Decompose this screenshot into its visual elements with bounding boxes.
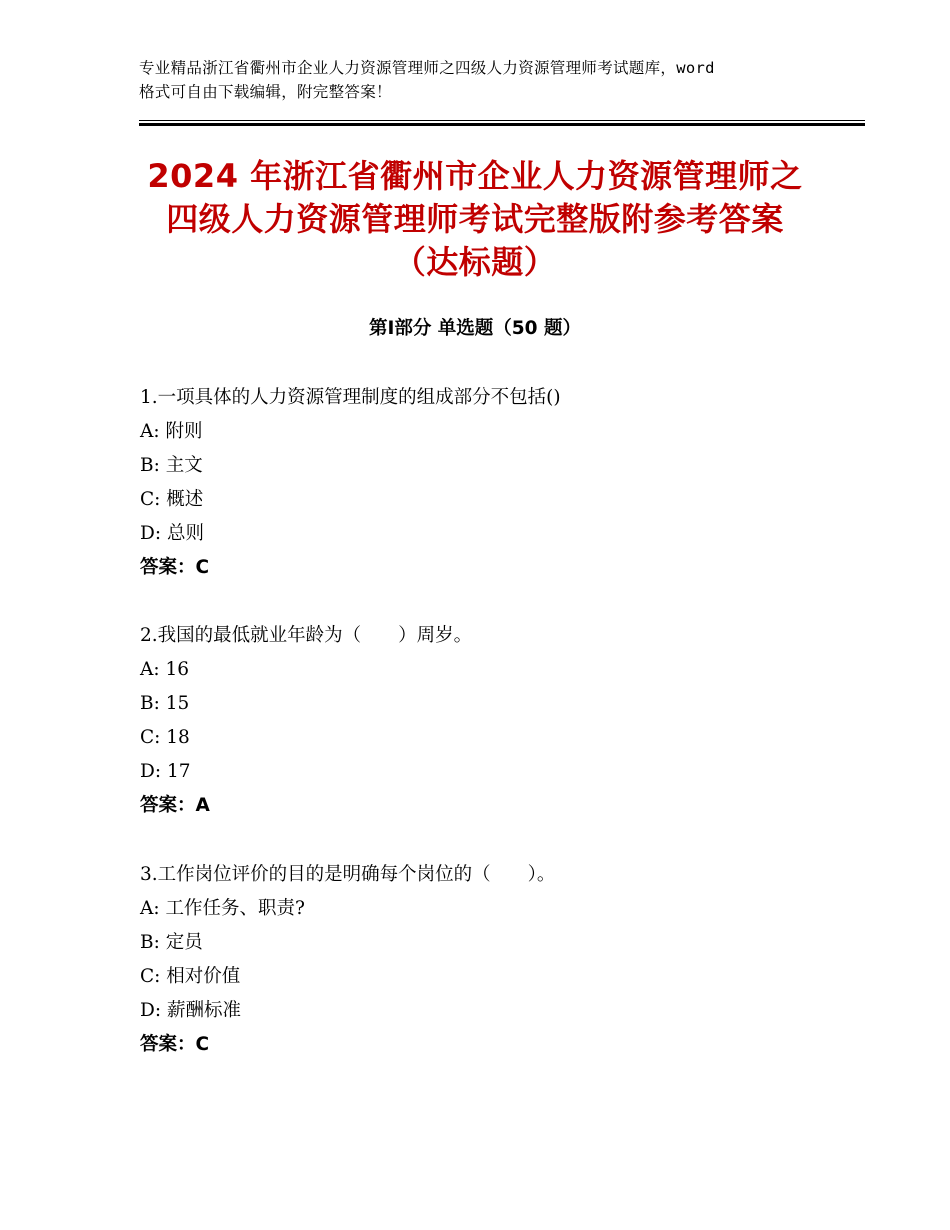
answer-line: 答案：C [140, 1034, 210, 1055]
section-heading: 第Ⅰ部分 单选题（50 题） [368, 318, 581, 339]
document-title-line-3: （达标题） [393, 243, 557, 281]
document-title-line-2: 四级人力资源管理师考试完整版附参考答案 [166, 200, 784, 238]
document-title [80, 155, 870, 284]
option-c: C: 18 [140, 727, 190, 748]
document-title-line-1: 2024 年浙江省衢州市企业人力资源管理师之 [147, 157, 803, 195]
option-d: D: 总则 [140, 523, 204, 544]
option-c: C: 概述 [140, 489, 204, 510]
option-b: B: 主文 [140, 455, 203, 476]
option-a: A: 附则 [140, 421, 203, 442]
question-stem: 2.我国的最低就业年龄为（ ）周岁。 [140, 625, 473, 646]
option-a: A: 工作任务、职责? [140, 898, 305, 919]
option-a: A: 16 [140, 659, 190, 680]
question-2 [140, 619, 860, 823]
option-b: B: 定员 [140, 932, 203, 953]
question-1 [140, 381, 860, 585]
question-stem: 1.一项具体的人力资源管理制度的组成部分不包括() [140, 387, 561, 408]
option-d: D: 薪酬标准 [140, 1000, 241, 1021]
header-divider [139, 120, 865, 126]
question-stem: 3.工作岗位评价的目的是明确每个岗位的（ ）。 [140, 864, 556, 885]
answer-line: 答案：A [140, 795, 210, 816]
answer-line: 答案：C [140, 557, 210, 578]
header-note-line-1: 专业精品浙江省衢州市企业人力资源管理师之四级人力资源管理师考试题库，word [139, 59, 715, 77]
option-b: B: 15 [140, 693, 190, 714]
header-note-line-2: 格式可自由下载编辑，附完整答案！ [139, 83, 392, 101]
header-note [139, 56, 839, 104]
option-c: C: 相对价值 [140, 966, 241, 987]
option-d: D: 17 [140, 761, 191, 782]
question-3 [140, 858, 860, 1062]
